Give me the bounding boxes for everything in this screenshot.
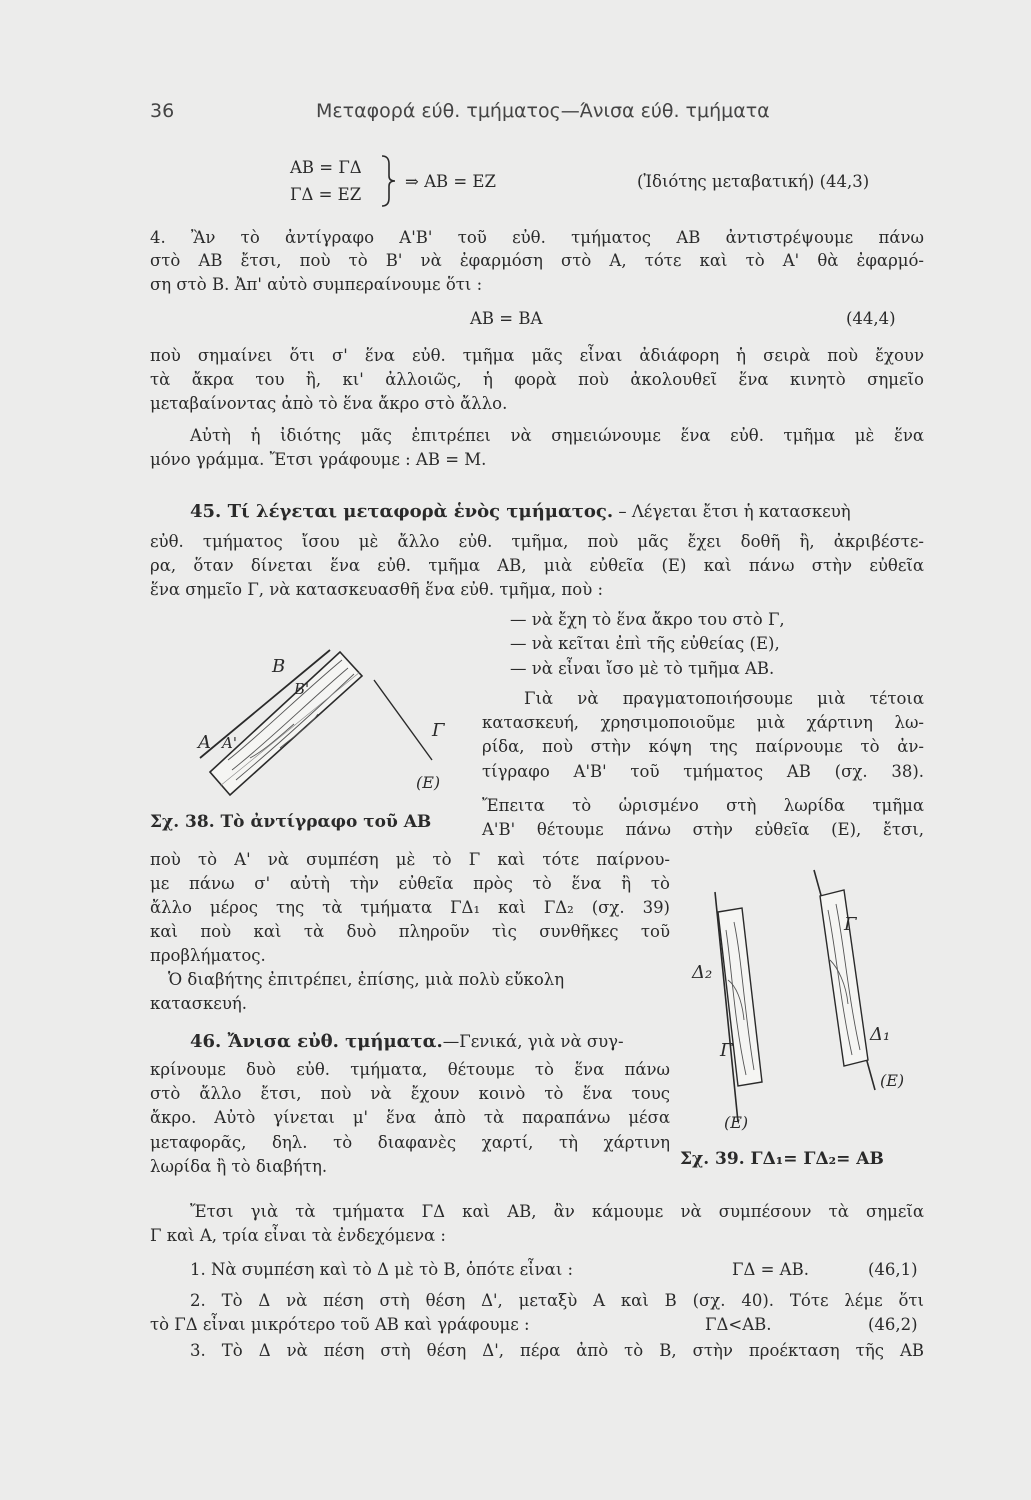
para4-line-1: 4. Ἂν τὸ ἀντίγραφο Α'Β' τοῦ εὐθ. τμήματος ΑΒ ἀντιστρέψουμε πάνω: [150, 228, 924, 247]
label-a-prime: Α': [222, 734, 237, 752]
side-line-3: ρίδα, ποὺ στὴν κόψη της παίρνουμε τὸ ἀν-: [482, 737, 924, 756]
left-line-5: προβλήματος.: [150, 946, 266, 965]
eq-line-2: ΓΔ = ΕΖ: [290, 185, 362, 204]
sec45-first-line: [190, 501, 851, 523]
sec46-line-5: λωρίδα ἢ τὸ διαβήτη.: [150, 1157, 328, 1176]
label-g-right: Γ: [844, 914, 857, 935]
condition-2: — νὰ κεῖται ἐπὶ τῆς εὐθείας (Ε),: [510, 634, 780, 653]
sec45-lead: – Λέγεται ἔτσι ἡ κατασκευὴ: [613, 502, 851, 521]
case-1: 1. Νὰ συμπέση καὶ τὸ Δ μὲ τὸ Β, ὁπότε εἶναι :: [190, 1260, 574, 1279]
para4-line-2: στὸ ΑΒ ἔτσι, ποὺ τὸ Β' νὰ ἐφαρμόση στὸ Α, τότε καὶ τὸ Α' θὰ ἐφαρμό-: [150, 251, 924, 270]
figure-39: [680, 860, 930, 1140]
left-line-3: ἄλλο μέρος της τὰ τμήματα ΓΔ₁ καὶ ΓΔ₂ (σχ. 39): [150, 898, 670, 917]
case-1-number: (46,1): [868, 1260, 918, 1279]
sec46-line-4: μεταφορᾶς, δηλ. τὸ διαφανὲς χαρτί, τὴ χάρτινη: [150, 1133, 670, 1152]
label-d2: Δ₂: [692, 962, 713, 983]
right-strip: [814, 870, 875, 1090]
para4-line-8: μόνο γράμμα. Ἔτσι γράφουμε : ΑΒ = Μ.: [150, 450, 487, 469]
side-line-1: Γιὰ νὰ πραγματοποιήσουμε μιὰ τέτοια: [524, 689, 924, 708]
sec46-first-line: [190, 1031, 624, 1053]
sec45-line-3: ἕνα σημεῖο Γ, νὰ κατασκευασθῆ ἕνα εὐθ. τμῆμα, ποὺ :: [150, 580, 604, 599]
left-line-1: ποὺ τὸ Α' νὰ συμπέση μὲ τὸ Γ καὶ τότε παίρνου-: [150, 850, 670, 869]
paper-strip: [210, 652, 362, 795]
para4-line-7: Αὐτὴ ἡ ἰδιότης μᾶς ἐπιτρέπει νὰ σημειώνουμε ἕνα εὐθ. τμῆμα μὲ ἕνα: [190, 426, 924, 445]
case-2: 2. Τὸ Δ νὰ πέση στὴ θέση Δ', μεταξὺ Α καὶ Β (σχ. 40). Τότε λέμε ὅτι: [190, 1291, 924, 1310]
formula-ab-ba-number: (44,4): [846, 309, 896, 328]
para4-line-6: μεταβαίνοντας ἀπὸ τὸ ἕνα ἄκρο στὸ ἄλλο.: [150, 394, 508, 413]
figure-38: [190, 640, 470, 820]
case-2-formula: ΓΔ<ΑΒ.: [705, 1315, 772, 1334]
side-line-2: κατασκευή, χρησιμοποιοῦμε μιὰ χάρτινη λω-: [482, 713, 924, 732]
left-line-4: καὶ ποὺ καὶ τὰ δυὸ πληροῦν τὶς συνθῆκες τοῦ: [150, 922, 670, 941]
eq-line-1: ΑΒ = ΓΔ: [290, 158, 362, 177]
left-line-6: Ὁ διαβήτης ἐπιτρέπει, ἐπίσης, μιὰ πολὺ εὔκολη: [168, 970, 565, 989]
label-e-left: (Ε): [724, 1113, 749, 1132]
page-number: 36: [150, 100, 175, 122]
sec46-line-2: στὸ ἄλλο ἔτσι, ποὺ νὰ ἔχουν κοινὸ τὸ ἕνα τους: [150, 1084, 670, 1103]
label-g: Γ: [432, 720, 445, 741]
sec45-line-1: εὐθ. τμήματος ἴσου μὲ ἄλλο εὐθ. τμῆμα, ποὺ μᾶς ἔχει δοθῆ ἢ, ἀκριβέστε-: [150, 532, 924, 551]
side-line-4: τίγραφο Α'Β' τοῦ τμήματος ΑΒ (σχ. 38).: [482, 762, 924, 781]
case-1-formula: ΓΔ = ΑΒ.: [732, 1260, 809, 1279]
para4-line-3: ση στὸ Β. Ἀπ' αὐτὸ συμπεραίνουμε ὅτι :: [150, 275, 483, 294]
brace-symbol: [380, 154, 398, 208]
running-title: Μεταφορά εύθ. τμήματος—Άνισα εύθ. τμήματα: [316, 100, 770, 122]
eq-result: ⇒ ΑΒ = ΕΖ: [405, 172, 496, 191]
line-e: [374, 680, 432, 760]
left-line-2: με πάνω σ' αὐτὴ τὴν εὐθεῖα πρὸς τὸ ἕνα ἢ τὸ: [150, 874, 670, 893]
label-e-right: (Ε): [880, 1071, 905, 1090]
sec45-line-2: ρα, ὅταν δίνεται ἕνα εὐθ. τμῆμα ΑΒ, μιὰ εὐθεῖα (Ε) καὶ πάνω στὴν εὐθεῖα: [150, 556, 924, 575]
side-line-6: Α'Β' θέτουμε πάνω στὴν εὐθεῖα (Ε), ἔτσι,: [482, 820, 924, 839]
case-3: 3. Τὸ Δ νὰ πέση στὴ θέση Δ', πέρα ἀπὸ τὸ Β, στὴν προέκταση τῆς ΑΒ: [190, 1341, 924, 1360]
left-strip: [715, 892, 762, 1122]
sec46-line-3: ἄκρο. Αὐτὸ γίνεται μ' ἕνα ἀπὸ τὰ παραπάνω μέσα: [150, 1108, 670, 1127]
sec45-heading: 45. Τί λέγεται μεταφορὰ ἑνὸς τμήματος.: [190, 501, 614, 522]
case-2-cont: τὸ ΓΔ εἶναι μικρότερο τοῦ ΑΒ καὶ γράφουμε :: [150, 1315, 530, 1334]
label-b: Β: [272, 656, 286, 677]
label-d1: Δ₁: [870, 1024, 891, 1045]
condition-3: — νὰ εἶναι ἴσο μὲ τὸ τμῆμα ΑΒ.: [510, 659, 775, 678]
para4-line-5: τὰ ἄκρα του ἢ, κι' ἀλλοιῶς, ἡ φορὰ ποὺ ἀκολουθεῖ ἕνα κινητὸ σημεῖο: [150, 370, 924, 389]
left-line-7: κατασκευή.: [150, 994, 248, 1013]
caption-fig-38: Σχ. 38. Τὸ ἀντίγραφο τοῦ ΑΒ: [150, 812, 432, 832]
side-line-5: Ἔπειτα τὸ ὡρισμένο στὴ λωρίδα τμῆμα: [482, 796, 924, 815]
case-2-number: (46,2): [868, 1315, 918, 1334]
sec46-full-1: Ἔτσι γιὰ τὰ τμήματα ΓΔ καὶ ΑΒ, ἂν κάμουμε νὰ συμπέσουν τὰ σημεῖα: [190, 1202, 924, 1221]
eq-label: (Ἰδιότης μεταβατική) (44,3): [637, 172, 870, 191]
sec46-full-2: Γ καὶ Α, τρία εἶναι τὰ ἐνδεχόμενα :: [150, 1226, 446, 1245]
sec46-lead: —Γενικά, γιὰ νὰ συγ-: [442, 1032, 624, 1051]
label-e: (Ε): [416, 773, 441, 792]
sec46-heading: 46. Ἄνισα εὐθ. τμήματα.: [190, 1031, 443, 1052]
sec46-line-1: κρίνουμε δυὸ εὐθ. τμήματα, θέτουμε τὸ ἕνα πάνω: [150, 1060, 670, 1079]
formula-ab-ba: ΑΒ = ΒΑ: [470, 309, 543, 328]
condition-1: — νὰ ἔχη τὸ ἕνα ἄκρο του στὸ Γ,: [510, 610, 785, 629]
label-b-prime: Β': [294, 680, 310, 698]
caption-fig-39: Σχ. 39. ΓΔ₁= ΓΔ₂= ΑΒ: [680, 1149, 884, 1169]
para4-line-4: ποὺ σημαίνει ὅτι σ' ἕνα εὐθ. τμῆμα μᾶς εἶναι ἀδιάφορη ἡ σειρὰ ποὺ ἔχουν: [150, 346, 924, 365]
label-a: Α: [198, 732, 211, 753]
label-g-left: Γ: [720, 1040, 733, 1061]
